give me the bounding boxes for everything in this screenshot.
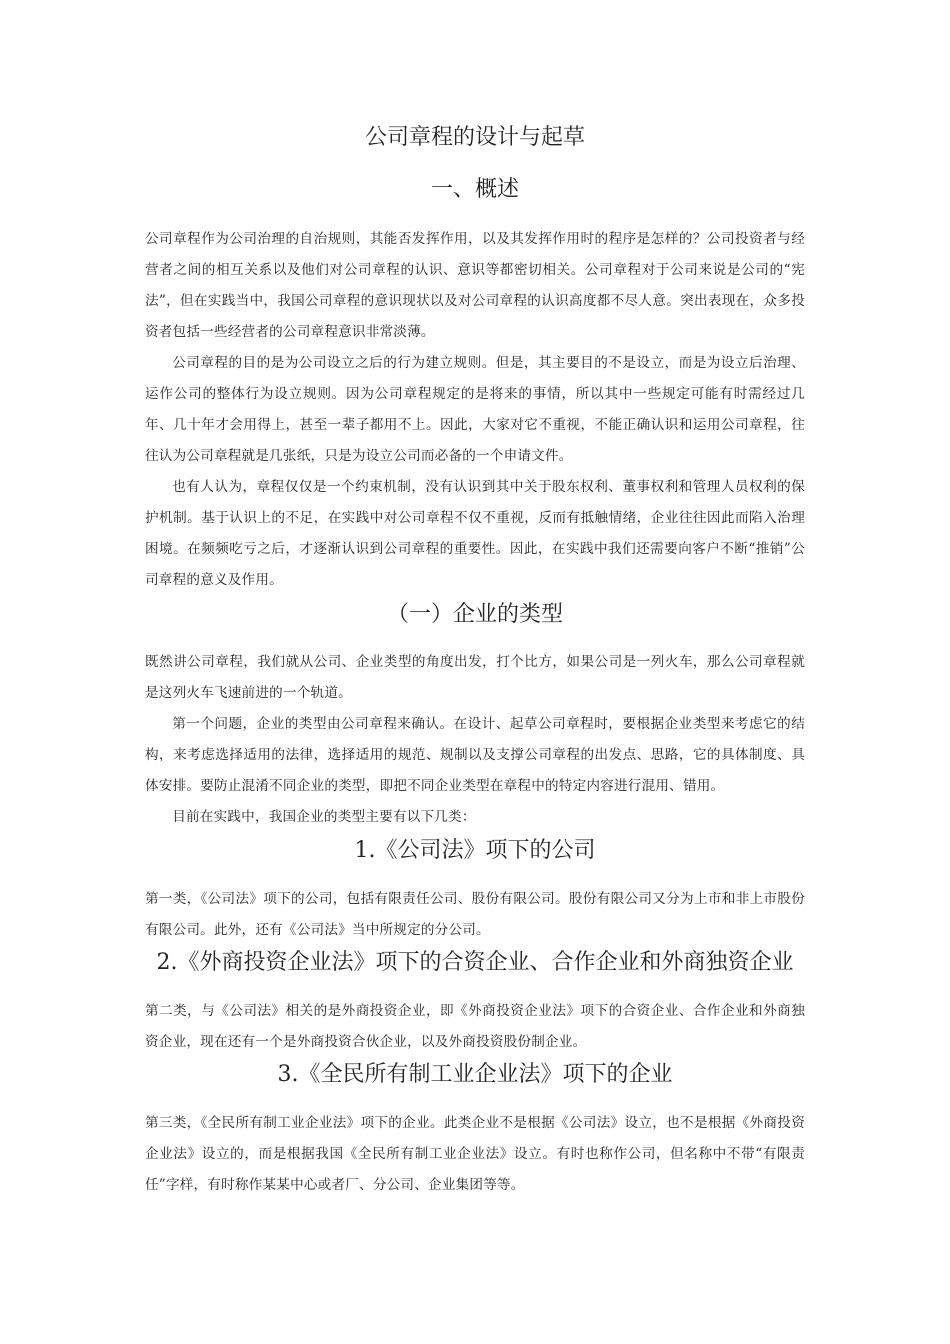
paragraph-3: 也有人认为，章程仅仅是一个约束机制，没有认识到其中关于股东权利、董事权利和管理人员权利的保护机制。基于认识上的不足，在实践中对公司章程不仅不重视，反而有抵触情绪，企业往往因此而陷入治理困境。在频频吃亏之后，才逐渐认识到公司章程的重要性。因此，在实践中我们还需要向客户不断“推销”公司章程的意义及作用。 bbox=[145, 479, 805, 588]
subsection-heading-enterprise-types: （一）企业的类型 bbox=[386, 602, 563, 627]
paragraph-5: 第一个问题，企业的类型由公司章程来确认。在设计、起草公司章程时，要根据企业类型来考虑它的结构，来考虑选择适用的法律，选择适用的规范、规制以及支撑公司章程的出发点、思路，它的具体制度、具体安排。要防止混淆不同企业的类型，即把不同企业类型在章程中的特定内容进行混用、错用。 bbox=[145, 716, 805, 794]
heading-company-law: 1.《公司法》项下的公司 bbox=[354, 838, 596, 863]
paragraph-1: 公司章程作为公司治理的自治规则，其能否发挥作用，以及其发挥作用时的程序是怎样的？公司投资者与经营者之间的相互关系以及他们对公司章程的认识、意识等都密切相关。公司章程对于公司来说是公司的“宪法”，但在实践当中，我国公司章程的意识现状以及对公司章程的认识高度都不尽人意。突出表现在，众多投资者包括一些经营者的公司章程意识非常淡薄。 bbox=[145, 231, 805, 340]
paragraph-9: 第三类，《全民所有制工业企业法》项下的企业。此类企业不是根据《公司法》设立，也不是根据《外商投资企业法》设立的，而是根据我国《全民所有制工业企业法》设立。有时也称作公司，但名称中不带“有限责任”字样，有时称作某某中心或者厂、分公司、企业集团等等。 bbox=[145, 1115, 805, 1193]
section-heading-overview: 一、概述 bbox=[430, 177, 519, 202]
paragraph-2: 公司章程的目的是为公司设立之后的行为建立规则。但是，其主要目的不是设立，而是为设立后治理、运作公司的整体行为设立规则。因为公司章程规定的是将来的事情，所以其中一些规定可能有时需经过几年、几十年才会用得上，甚至一辈子都用不上。因此，大家对它不重视，不能正确认识和运用公司章程，往往认为公司章程就是几张纸，只是为设立公司而必备的一个申请文件。 bbox=[145, 355, 805, 464]
paragraph-4: 既然讲公司章程，我们就从公司、企业类型的角度出发，打个比方，如果公司是一列火车，那么公司章程就是这列火车飞速前进的一个轨道。 bbox=[145, 654, 805, 701]
heading-foreign-investment-law: 2.《外商投资企业法》项下的合资企业、合作企业和外商独资企业 bbox=[156, 950, 794, 975]
heading-state-owned-enterprise-law: 3.《全民所有制工业企业法》项下的企业 bbox=[277, 1062, 673, 1087]
paragraph-7: 第一类，《公司法》项下的公司，包括有限责任公司、股份有限公司。股份有限公司又分为上市和非上市股份有限公司。此外，还有《公司法》当中所规定的分公司。 bbox=[145, 891, 805, 938]
paragraph-6: 目前在实践中，我国企业的类型主要有以下几类： bbox=[172, 809, 476, 825]
paragraph-8: 第二类，与《公司法》相关的是外商投资企业，即《外商投资企业法》项下的合资企业、合作企业和外商独资企业，现在还有一个是外商投资合伙企业，以及外商投资股份制企业。 bbox=[145, 1003, 805, 1050]
document-title: 公司章程的设计与起草 bbox=[364, 125, 585, 150]
